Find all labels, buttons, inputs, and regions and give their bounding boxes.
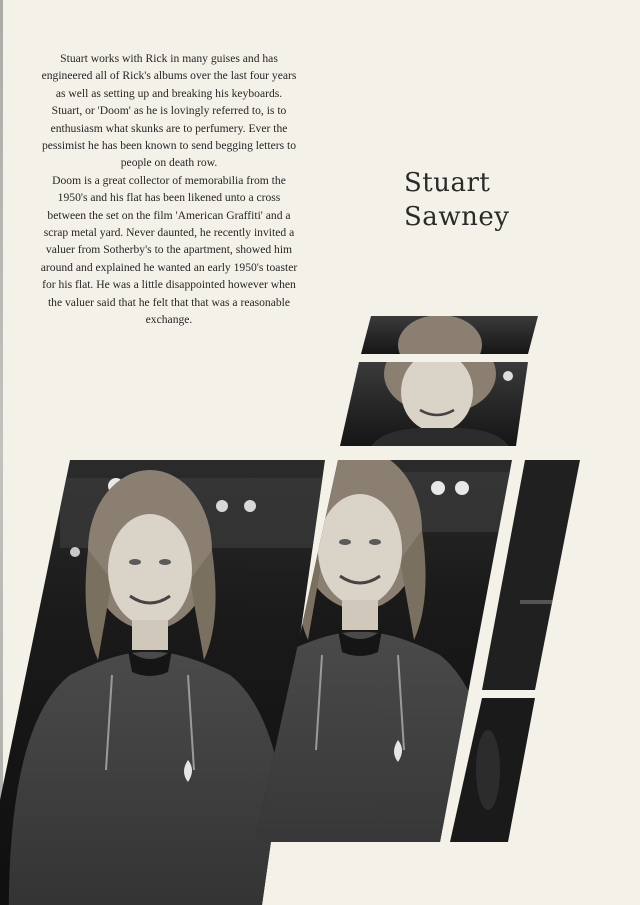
bio-paragraph-3: Doom is a great collector of memorabilia from the 1950's and his flat has been likened unto a cross between the set on the film 'American Graffiti' and a scrap metal yard. Never daunted, he recently invited a valuer from Sotherby's to the apartment, showed him around and explained he wanted an early 1950's toaster for his flat. He was a little disappointed however when the valuer said that he felt that that was a reasonable exchange. — [40, 173, 298, 327]
title-last-name: Sawney — [404, 202, 510, 232]
bio-paragraph-1: Stuart works with Rick in many guises and has engineered all of Rick's albums over the last four years as well as setting up and breaking his keyboards. — [41, 52, 297, 100]
title-first-name: Stuart — [404, 168, 491, 198]
bio-paragraph-2: Stuart, or 'Doom' as he is lovingly referred to, is to enthusiasm what skunks are to perfumery. Ever the pessimist he has been known to send begging letters to people on death row. — [41, 104, 297, 170]
